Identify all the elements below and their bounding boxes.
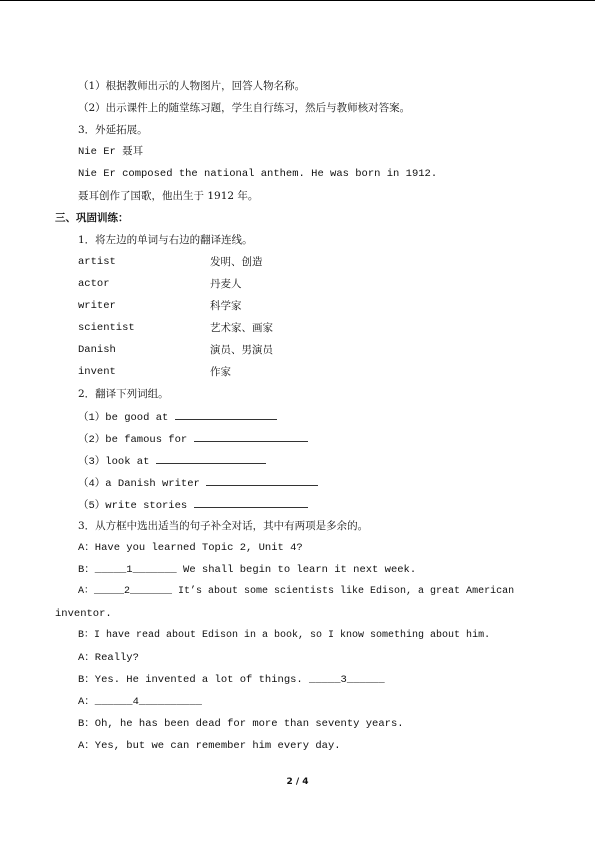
phrase-text: （4）a Danish writer xyxy=(78,478,200,490)
match-translation: 发明、创造 xyxy=(210,256,263,268)
question-title: 3．从方框中选出适当的句子补全对话，其中有两项是多余的。 xyxy=(78,520,369,532)
phrase-text: （5）write stories xyxy=(78,500,188,512)
match-word: artist xyxy=(78,256,116,268)
dialogue-line: B：Yes. He invented a lot of things. _____3______ xyxy=(78,674,385,686)
phrase-text: （3）look at xyxy=(78,456,150,468)
phrase-text: （2）be famous for xyxy=(78,434,188,446)
match-word: Danish xyxy=(78,344,116,356)
answer-blank[interactable] xyxy=(175,409,277,420)
dialogue-line: B：I have read about Edison in a book, so I know something about him. xyxy=(78,630,491,641)
dialogue-line: A：Have you learned Topic 2, Unit 4? xyxy=(78,542,303,554)
text-line: （2）出示课件上的随堂练习题，学生自行练习，然后与教师核对答案。 xyxy=(78,102,411,114)
match-translation: 科学家 xyxy=(210,300,242,312)
phrase-item xyxy=(78,475,318,491)
match-translation: 演员、男演员 xyxy=(210,344,273,356)
phrase-item xyxy=(78,453,266,469)
answer-blank[interactable] xyxy=(206,475,318,486)
answer-blank[interactable] xyxy=(156,453,266,464)
dialogue-line: A：_____2_______ It’s about some scientists like Edison, a great American xyxy=(78,586,515,597)
section-heading: 三、巩固训练： xyxy=(55,212,129,224)
text-line: 3．外延拓展。 xyxy=(78,124,148,136)
text-line: （1）根据教师出示的人物图片，回答人物名称。 xyxy=(78,80,306,92)
phrase-item xyxy=(78,431,308,447)
match-translation: 丹麦人 xyxy=(210,278,242,290)
match-word: invent xyxy=(78,366,116,378)
match-translation: 作家 xyxy=(210,366,231,378)
page-number: 2 / 4 xyxy=(286,777,309,787)
dialogue-line-continued: inventor. xyxy=(55,608,112,620)
text-line: Nie Er 聂耳 xyxy=(78,146,144,158)
dialogue-line: A：Yes, but we can remember him every day. xyxy=(78,740,341,752)
question-title: 1．将左边的单词与右边的翻译连线。 xyxy=(78,234,253,246)
question-title: 2．翻译下列词组。 xyxy=(78,388,169,400)
match-word: writer xyxy=(78,300,116,312)
dialogue-line: A：______4__________ xyxy=(78,696,202,708)
phrase-item xyxy=(78,409,277,425)
phrase-item xyxy=(78,497,308,513)
dialogue-line: A：Really? xyxy=(78,652,139,664)
dialogue-line: B：_____1_______ We shall begin to learn it next week. xyxy=(78,564,417,576)
dialogue-line: B：Oh, he has been dead for more than seventy years. xyxy=(78,718,404,730)
answer-blank[interactable] xyxy=(194,431,308,442)
text-line: Nie Er composed the national anthem. He was born in 1912. xyxy=(78,168,438,180)
match-word: actor xyxy=(78,278,110,290)
text-line: 聂耳创作了国歌，他出生于 1912 年。 xyxy=(78,190,259,202)
match-word: scientist xyxy=(78,322,135,334)
match-translation: 艺术家、画家 xyxy=(210,322,273,334)
answer-blank[interactable] xyxy=(194,497,308,508)
phrase-text: （1）be good at xyxy=(78,412,169,424)
